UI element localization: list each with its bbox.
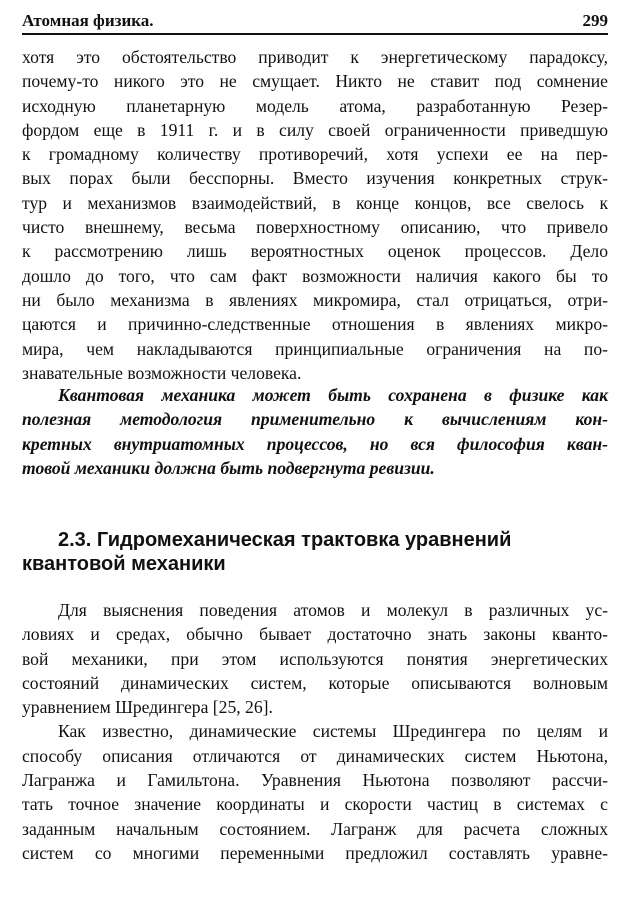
page-number: 299 <box>582 11 608 30</box>
text-line: способу описания отличаются от динамических систем Ньютона, <box>22 745 608 766</box>
text-line: Лагранжа и Гамильтона. Уравнения Ньютона позволяют рассчи- <box>22 770 608 791</box>
text-line: вых порах были бесспорны. Вместо изучения конкретных струк- <box>22 168 608 189</box>
text-line: хотя это обстоятельство приводит к энергетическому парадоксу, <box>22 47 608 67</box>
text-line: товой механики должна быть подвергнута ревизии. <box>22 457 435 478</box>
text-line: к громадному количеству противоречий, хотя успехи ее на пер- <box>22 144 608 165</box>
text-line: систем со многими переменными предложил составлять уравне- <box>22 842 608 863</box>
text-line: ловиях и средах, обычно бывает достаточно знать законы кванто- <box>22 624 608 645</box>
section-heading-line: квантовой механики <box>22 553 226 575</box>
text-line: Квантовая механика может быть сохранена в физике как <box>58 385 608 405</box>
text-line: вой механики, при этом используются понятия энергетических <box>22 648 608 669</box>
text-line: к рассмотрению лишь вероятностных оценок процессов. Дело <box>22 241 608 262</box>
text-line: исходную планетарную модель атома, разработанную Резер- <box>22 95 608 116</box>
text-line: кретных внутриатомных процессов, но вся философия кван- <box>22 433 608 454</box>
paragraph-energy-paradox <box>22 45 608 385</box>
text-line: состояний динамических систем, которые описываются волновым <box>22 672 608 693</box>
text-block-lower <box>22 598 608 865</box>
paragraph-dynamic-systems <box>22 719 608 865</box>
section-heading-line: 2.3. Гидромеханическая трактовка уравнений <box>58 529 512 551</box>
text-line: почему-то никого это не смущает. Никто не ставит под сомнение <box>22 71 608 92</box>
text-line: Для выяснения поведения атомов и молекул в различных ус- <box>58 600 608 620</box>
text-block-upper <box>22 45 608 385</box>
text-line: тур и механизмов взаимодействий, в конце концов, все свелось к <box>22 192 608 213</box>
running-head <box>22 10 608 34</box>
emphasis-paragraph <box>22 383 608 480</box>
text-line: полезная методология применительно к вычислениям кон- <box>22 409 608 430</box>
text-line: Как известно, динамические системы Шредингера по целям и <box>58 721 608 742</box>
text-line: знавательные возможности человека. <box>22 362 302 383</box>
section-heading <box>22 528 608 576</box>
text-line: мира, чем накладываются принципиальные ограничения на по- <box>22 338 608 359</box>
text-line: заданным начальным состоянием. Лагранж для расчета сложных <box>22 818 608 839</box>
header-rule <box>22 33 608 35</box>
text-line: тать точное значение координаты и скорости частиц в системах с <box>22 794 608 815</box>
text-line: дошло до того, что сам факт возможности наличия какого бы то <box>22 265 608 286</box>
text-line: цаются и причинно-следственные отношения в явлениях микро- <box>22 314 608 335</box>
text-line: ни было механизма в явлениях микромира, стал отрицаться, отри- <box>22 289 608 310</box>
text-line: уравнением Шредингера [25, 26]. <box>22 697 273 718</box>
text-line: чисто внешнему, весьма поверхностному описанию, что привело <box>22 217 608 238</box>
paragraph-schrodinger-intro <box>22 598 608 719</box>
running-title: Атомная физика. <box>22 11 154 30</box>
text-line: фордом еще в 1911 г. и в силу своей ограниченности приведшую <box>22 119 608 140</box>
